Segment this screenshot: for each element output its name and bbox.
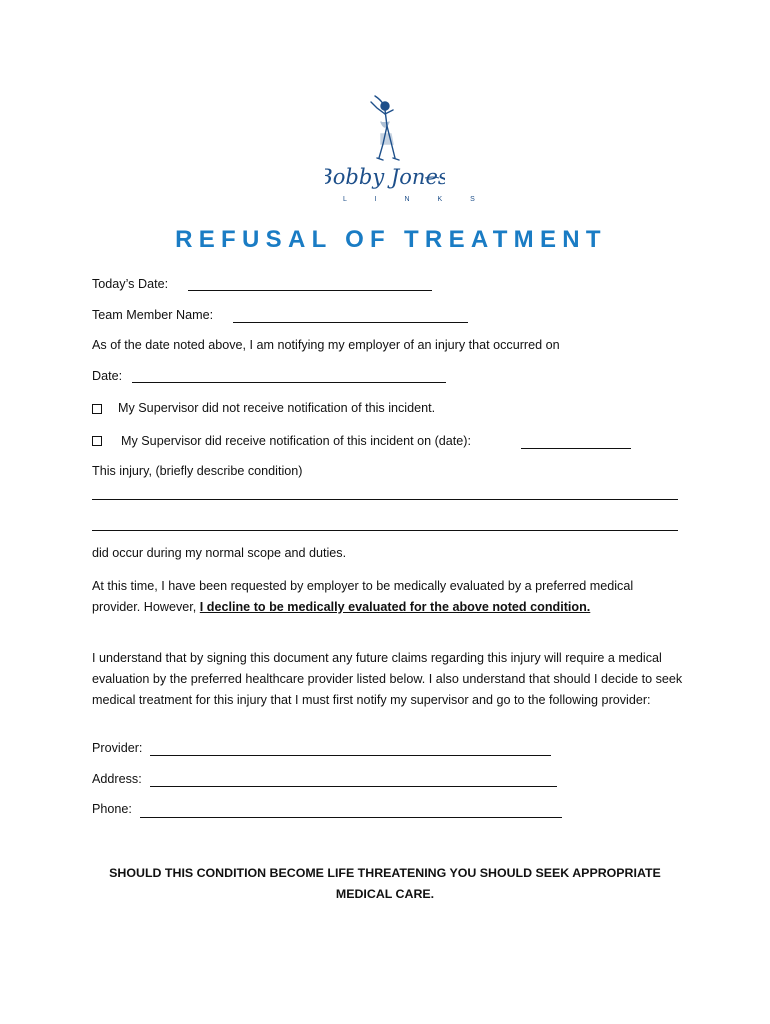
evaluation-intro-text: At this time, I have been requested by employer to be medically evaluated by a preferred medical provider. However, <box>92 579 634 614</box>
scope-text: did occur during my normal scope and duties. <box>92 546 347 560</box>
not-received-checkbox[interactable] <box>92 404 102 414</box>
todays-date-label: Today’s Date: <box>92 277 169 291</box>
notification-date-field[interactable] <box>521 448 631 449</box>
injury-description-line-1[interactable] <box>92 499 678 500</box>
team-member-name-label: Team Member Name: <box>92 308 214 322</box>
bobby-jones-links-logo <box>325 92 488 212</box>
page-title: REFUSAL OF TREATMENT <box>175 226 607 253</box>
provider-label: Provider: <box>92 741 143 755</box>
provider-field[interactable] <box>150 755 551 756</box>
life-threatening-warning: SHOULD THIS CONDITION BECOME LIFE THREATENING YOU SHOULD SEEK APPROPRIATE MEDICAL CARE. <box>109 866 661 901</box>
logo-tagline: L I N K S <box>343 196 488 203</box>
injury-notice-text: As of the date noted above, I am notifying my employer of an injury that occurred on <box>92 338 560 352</box>
received-label: My Supervisor did receive notification of this incident on (date): <box>121 434 471 448</box>
decline-statement: I decline to be medically evaluated for the above noted condition. <box>199 599 591 614</box>
not-received-label: My Supervisor did not receive notification of this incident. <box>118 401 436 415</box>
injury-date-label: Date: <box>92 369 123 383</box>
injury-description-label: This injury, (briefly describe condition) <box>92 464 303 478</box>
injury-date-field[interactable] <box>132 382 446 383</box>
received-checkbox[interactable] <box>92 436 102 446</box>
address-label: Address: <box>92 772 142 786</box>
todays-date-field[interactable] <box>188 290 432 291</box>
injury-description-line-2[interactable] <box>92 530 678 531</box>
understanding-paragraph: I understand that by signing this document any future claims regarding this injury will require a medical evaluation by the preferred healthcare provider listed below. I also understand that should I decide to seek medical treatment for this injury that I must first notify my supervisor and go to the following provider: <box>92 651 683 707</box>
phone-label: Phone: <box>92 802 132 816</box>
address-field[interactable] <box>150 786 557 787</box>
evaluation-paragraph <box>92 576 652 618</box>
phone-field[interactable] <box>140 817 562 818</box>
team-member-name-field[interactable] <box>233 322 468 323</box>
logo-brand: Bobby Jones <box>325 165 445 189</box>
golfer-logo-icon <box>325 92 488 203</box>
